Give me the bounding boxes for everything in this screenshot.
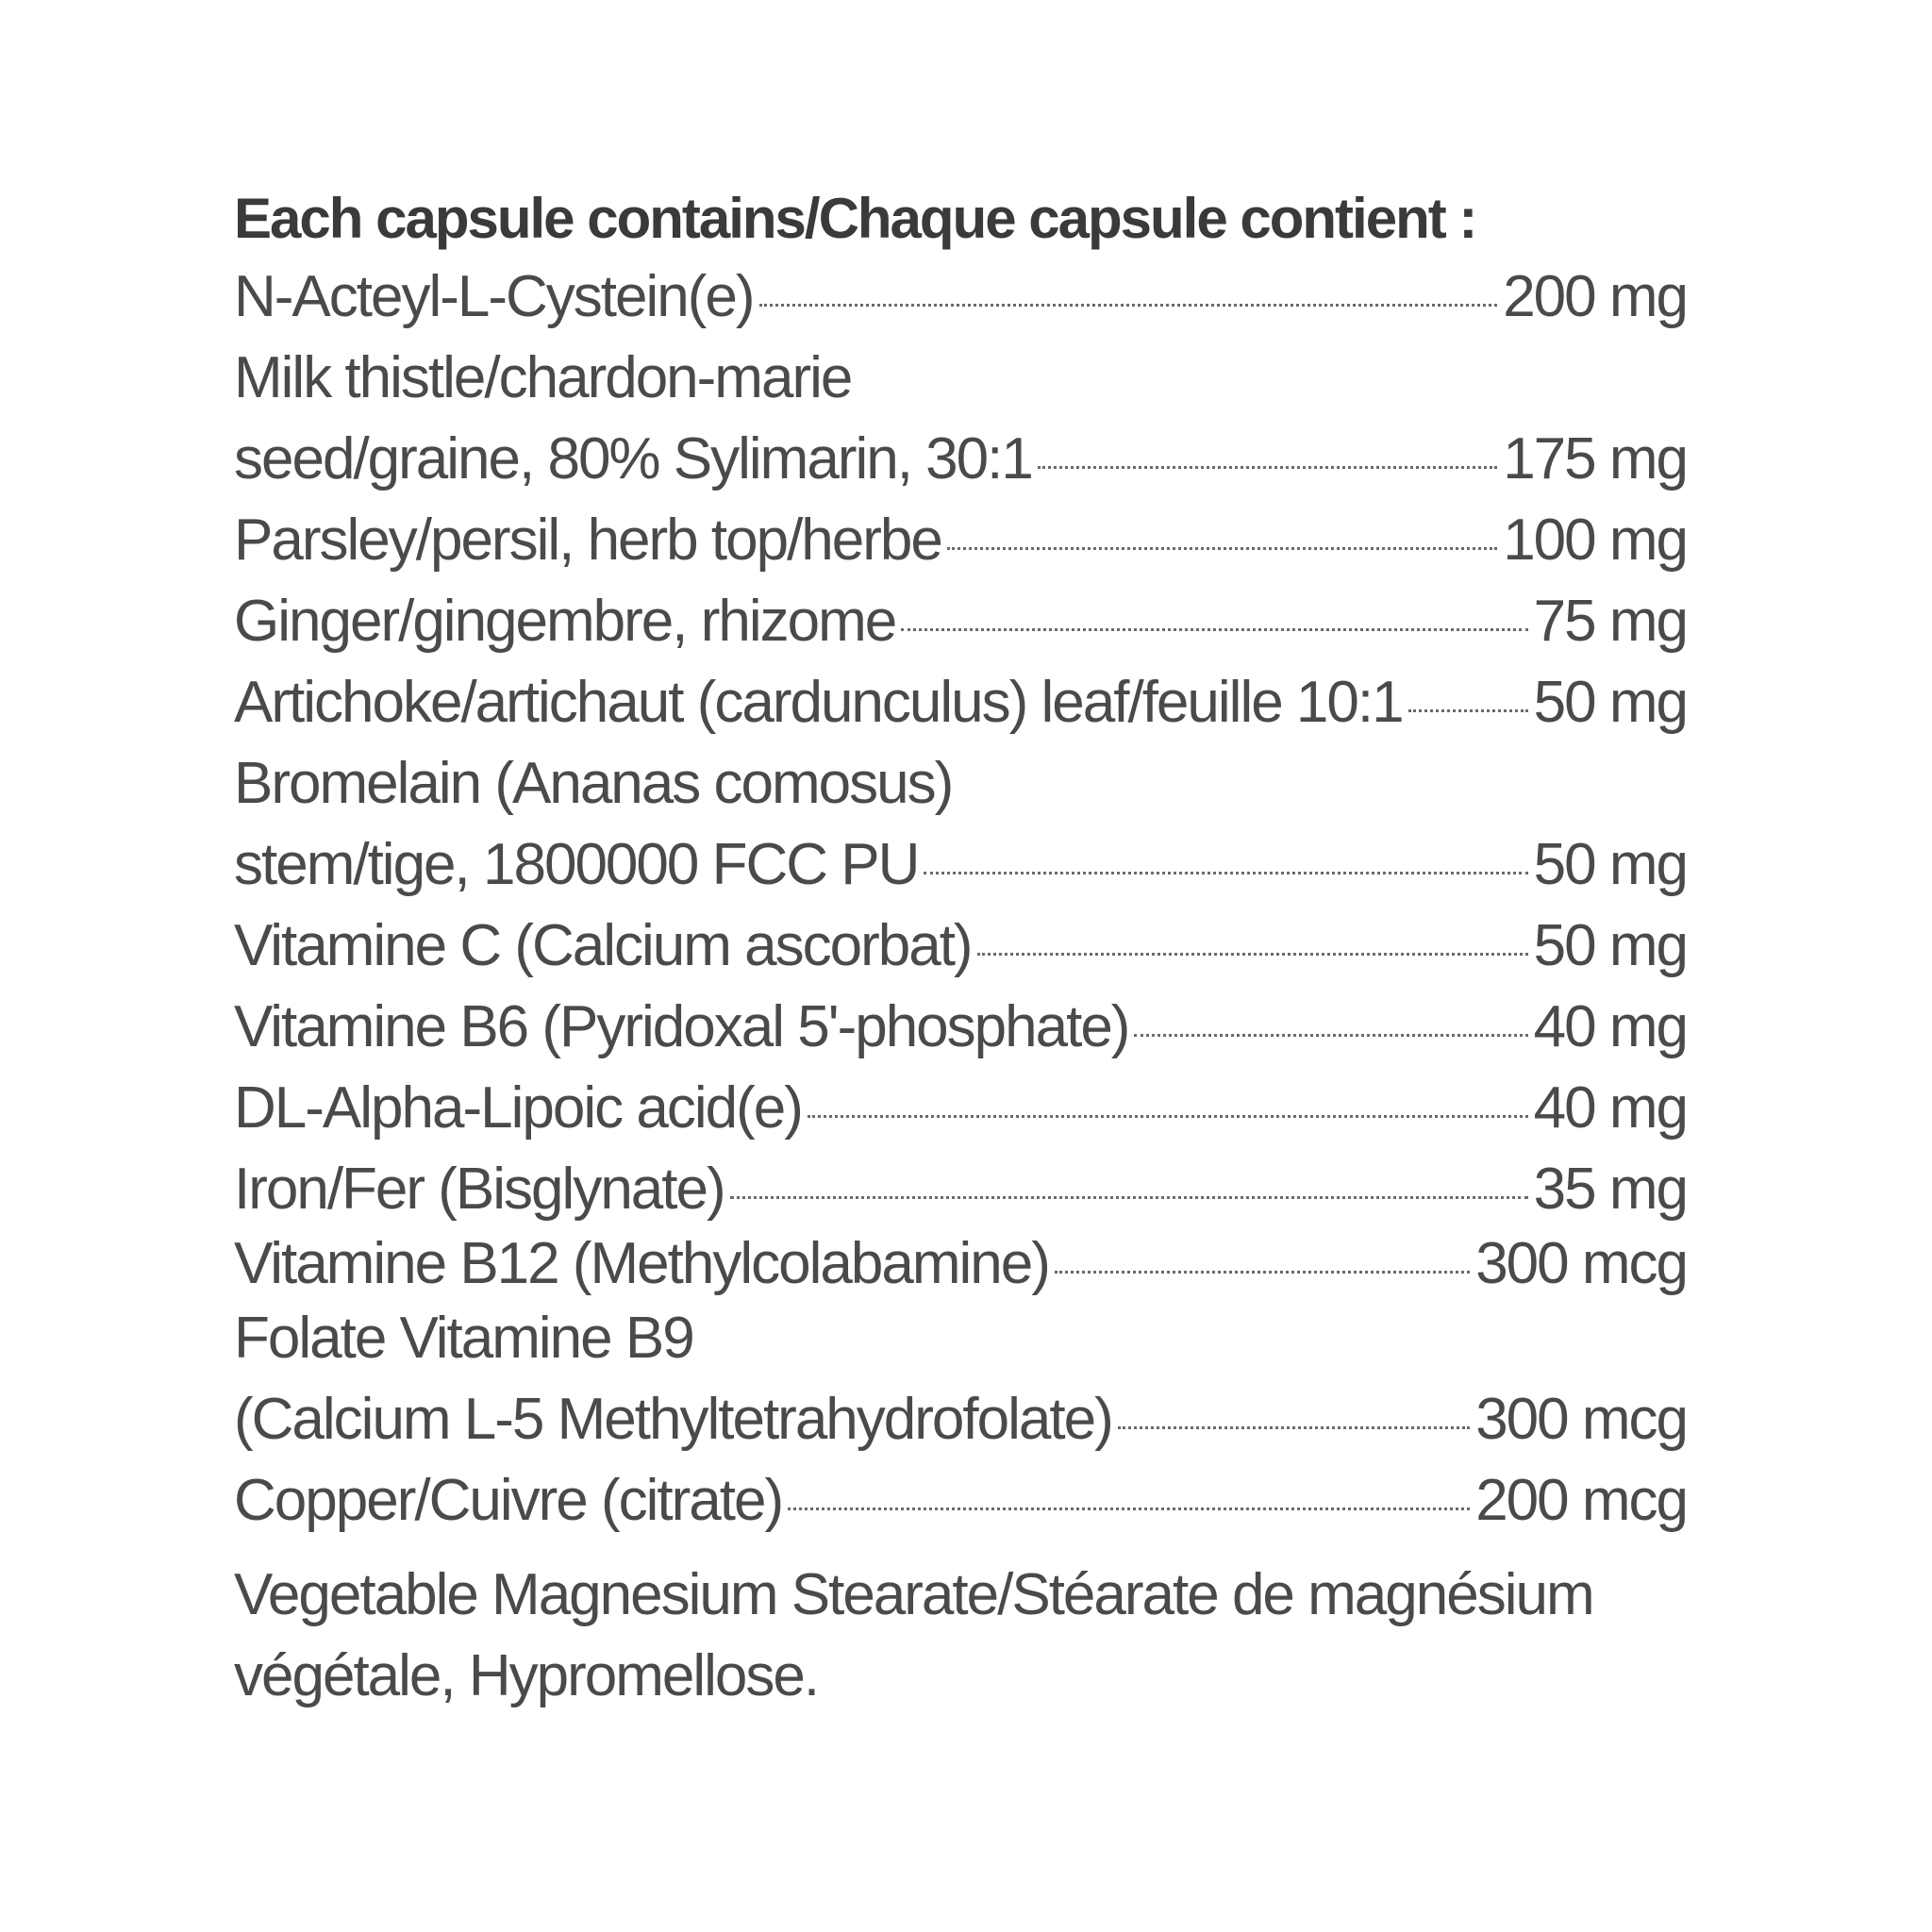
ingredient-amount: 40 mg: [1533, 1075, 1687, 1141]
ingredient-name: N-Acteyl-L-Cystein(e): [234, 264, 754, 329]
ingredient-row: [234, 987, 1687, 1068]
ingredient-row: [234, 1379, 1687, 1460]
ingredient-name: Folate Vitamine B9: [234, 1306, 693, 1371]
ingredient-name: (Calcium L-5 Methyltetrahydrofolate): [234, 1387, 1112, 1452]
dot-leader: [924, 872, 1527, 874]
ingredient-amount: 40 mg: [1533, 994, 1687, 1059]
ingredient-list: [234, 257, 1687, 1541]
ingredient-name: seed/graine, 80% Sylimarin, 30:1: [234, 426, 1032, 491]
ingredient-row: [234, 1068, 1687, 1149]
ingredient-row: [234, 338, 1687, 419]
ingredient-name: Copper/Cuivre (citrate): [234, 1468, 783, 1533]
dot-leader: [1055, 1271, 1470, 1274]
panel-heading: Each capsule contains/Chaque capsule contient :: [234, 187, 1476, 250]
ingredient-name: Iron/Fer (Bisglynate): [234, 1157, 724, 1222]
ingredient-name: Vitamine C (Calcium ascorbat): [234, 913, 972, 978]
dot-leader: [1118, 1426, 1470, 1429]
ingredient-row: [234, 1149, 1687, 1230]
dot-leader: [901, 628, 1527, 631]
ingredient-name: Bromelain (Ananas comosus): [234, 751, 953, 816]
ingredient-name: stem/tige, 1800000 FCC PU: [234, 832, 919, 897]
ingredient-name: Milk thistle/chardon-marie: [234, 345, 852, 410]
dot-leader: [759, 304, 1498, 307]
ingredient-name: Parsley/persil, herb top/herbe: [234, 508, 941, 573]
ingredient-name: Vitamine B6 (Pyridoxal 5'-phosphate): [234, 994, 1129, 1059]
ingredient-amount: 50 mg: [1533, 832, 1687, 897]
ingredient-amount: 75 mg: [1533, 589, 1687, 654]
ingredient-amount: 50 mg: [1533, 913, 1687, 978]
dot-leader: [808, 1115, 1528, 1118]
ingredient-amount: 175 mg: [1503, 426, 1687, 491]
supplement-facts-panel: [234, 181, 1687, 1717]
ingredient-row: [234, 743, 1687, 824]
ingredient-amount: 300 mcg: [1475, 1387, 1687, 1452]
ingredient-row: [234, 662, 1687, 743]
ingredient-row: [234, 500, 1687, 581]
dot-leader: [1408, 709, 1528, 712]
ingredient-row: [234, 824, 1687, 906]
ingredient-amount: 100 mg: [1503, 508, 1687, 573]
dot-leader: [730, 1196, 1528, 1199]
ingredient-amount: 200 mg: [1503, 264, 1687, 329]
ingredient-name: Ginger/gingembre, rhizome: [234, 589, 896, 654]
dot-leader: [1134, 1034, 1527, 1037]
ingredient-row: [234, 581, 1687, 662]
ingredient-name: DL-Alpha-Lipoic acid(e): [234, 1075, 802, 1141]
ingredient-amount: 50 mg: [1533, 670, 1687, 735]
dot-leader: [788, 1507, 1470, 1510]
ingredient-name: Vitamine B12 (Methylcolabamine): [234, 1231, 1049, 1296]
ingredient-row: [234, 1460, 1687, 1541]
dot-leader: [947, 547, 1497, 550]
dot-leader: [977, 953, 1528, 956]
non-medicinal-ingredients: Vegetable Magnesium Stearate/Stéarate de magnésium végétale, Hypromellose.: [234, 1562, 1593, 1708]
ingredient-name: Artichoke/artichaut (cardunculus) leaf/feuille 10:1: [234, 670, 1403, 735]
ingredient-amount: 300 mcg: [1475, 1231, 1687, 1296]
ingredient-row: [234, 1298, 1687, 1379]
ingredient-row: [234, 257, 1687, 338]
ingredient-amount: 200 mcg: [1475, 1468, 1687, 1533]
ingredient-row: [234, 906, 1687, 987]
ingredient-row: [234, 419, 1687, 500]
dot-leader: [1038, 466, 1497, 469]
ingredient-row: [234, 1230, 1687, 1298]
ingredient-amount: 35 mg: [1533, 1157, 1687, 1222]
